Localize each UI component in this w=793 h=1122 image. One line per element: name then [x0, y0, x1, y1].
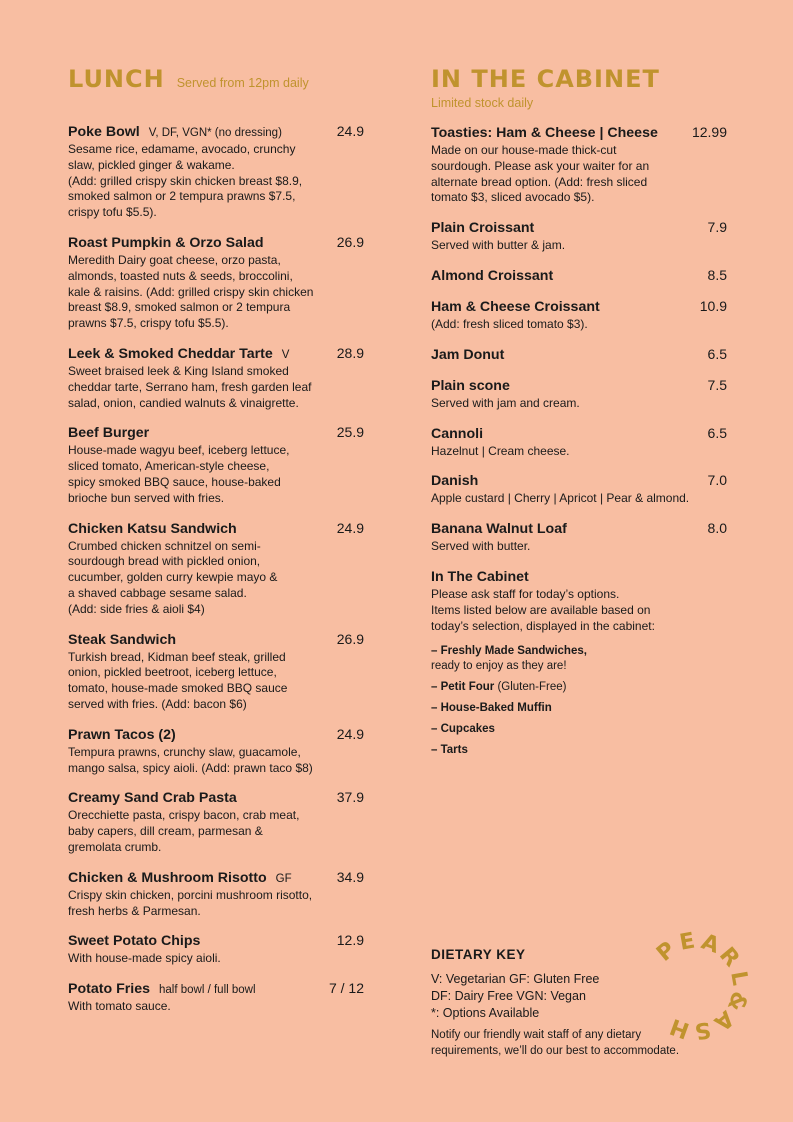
- menu-item-header: [68, 424, 364, 442]
- menu-item-header: [431, 377, 727, 395]
- menu-item: [431, 346, 727, 364]
- menu-item-description: Meredith Dairy goat cheese, orzo pasta, almonds, toasted nuts & seeds, broccolini, kale & raisins. (Add: grilled crispy skin chicken breast $8.9, smoked salmon or 2 tempura prawns $7.5, crispy tofu $5.5).: [68, 252, 314, 331]
- menu-item-header: [68, 869, 364, 887]
- menu-item-description: With tomato sauce.: [68, 999, 171, 1014]
- menu-item-price: 24.9: [336, 725, 364, 742]
- cabinet-menu-list: [431, 124, 727, 555]
- menu-item-description: Served with butter & jam.: [431, 238, 566, 253]
- menu-item-name: Toasties: Ham & Cheese | Cheese: [431, 125, 658, 141]
- menu-item-description: Crumbed chicken schnitzel on semi- sourdough bread with pickled onion, cucumber, golden curry kewpie mayo & a shaved cabbage sesame salad. (Add: side fries & aioli $4): [68, 538, 278, 616]
- menu-item-price: 7.0: [707, 472, 727, 489]
- logo-letter: P: [652, 937, 681, 967]
- menu-item-title: [68, 869, 292, 887]
- logo-letter: A: [697, 929, 723, 959]
- menu-item: [68, 424, 364, 506]
- menu-item: [431, 219, 727, 254]
- logo-letter: E: [677, 928, 697, 956]
- cabinet-selection-item: [431, 680, 727, 695]
- menu-item-price: 7.5: [707, 376, 727, 393]
- cabinet-selection-list: [431, 644, 727, 758]
- menu-item-price: 25.9: [336, 424, 364, 441]
- cabinet-selection-note: (Gluten-Free): [494, 681, 567, 694]
- menu-item-title: [68, 345, 289, 363]
- menu-item-price: 7 / 12: [328, 980, 364, 997]
- menu-item-header: [68, 631, 364, 649]
- cabinet-selection-block: [431, 568, 727, 758]
- menu-item-name: Sweet Potato Chips: [68, 933, 201, 950]
- menu-item-description: Apple custard | Cherry | Apricot | Pear & almond.: [431, 491, 690, 506]
- menu-item-header: [431, 346, 727, 364]
- menu-item: [68, 345, 364, 411]
- menu-item-header: [431, 425, 727, 443]
- menu-item-name: Steak Sandwich: [68, 631, 177, 648]
- menu-item: [68, 869, 364, 920]
- menu-item-header: [431, 124, 727, 142]
- cabinet-selection-name: – Petit Four: [431, 681, 495, 694]
- menu-item-price: 24.9: [336, 519, 364, 536]
- logo-letter: S: [692, 1016, 713, 1044]
- menu-item-name: Creamy Sand Crab Pasta: [68, 790, 237, 807]
- cabinet-title: IN THE CABINET: [431, 65, 660, 93]
- menu-item-title: [68, 123, 282, 141]
- menu-item-price: 34.9: [336, 868, 364, 885]
- dietary-legend: V: Vegetarian GF: Gluten Free DF: Dairy Free VGN: Vegan *: Options Available: [431, 972, 600, 1020]
- cabinet-selection-name: – House-Baked Muffin: [431, 702, 552, 715]
- menu-item-name: Danish: [431, 473, 479, 490]
- menu-item-description: Served with butter.: [431, 539, 531, 554]
- pearl-and-ash-logo: [630, 918, 760, 1048]
- menu-item-header: [68, 726, 364, 744]
- menu-item-price: 24.9: [336, 123, 364, 139]
- cabinet-selection-item: [431, 644, 727, 674]
- cabinet-selection-note: ready to enjoy as they are!: [431, 660, 567, 673]
- menu-item-name: Poke Bowl: [68, 124, 140, 140]
- menu-item: [431, 520, 727, 555]
- menu-item-description: Turkish bread, Kidman beef steak, grilled onion, pickled beetroot, iceberg lettuce, tomato, house-made smoked BBQ sauce served with fries. (Add: bacon $6): [68, 649, 288, 711]
- menu-item-price: 26.9: [336, 630, 364, 647]
- menu-item-price: 26.9: [336, 233, 364, 250]
- lunch-menu-list: [68, 123, 364, 1015]
- menu-item-header: [431, 520, 727, 538]
- menu-item-price: 12.99: [691, 124, 727, 140]
- lunch-column: [68, 66, 364, 1028]
- menu-item-header: [68, 932, 364, 950]
- menu-item-header: [68, 123, 364, 141]
- menu-item-name: Potato Fries: [68, 981, 150, 998]
- menu-item-name: Almond Croissant: [431, 267, 554, 284]
- menu-item-description: Crispy skin chicken, porcini mushroom risotto, fresh herbs & Parmesan.: [68, 887, 313, 918]
- menu-item-price: 8.0: [707, 520, 727, 537]
- cabinet-selection-item: [431, 701, 727, 716]
- menu-item-price: 6.5: [707, 345, 727, 362]
- cabinet-selection-item: [431, 722, 727, 737]
- menu-item-name: Roast Pumpkin & Orzo Salad: [68, 234, 264, 251]
- logo-letter: A: [709, 1005, 739, 1036]
- menu-item-header: [431, 472, 727, 490]
- menu-item-header: [68, 520, 364, 538]
- menu-item-title: [68, 424, 149, 442]
- menu-item: [68, 789, 364, 855]
- cabinet-selection-name: – Freshly Made Sandwiches,: [431, 645, 587, 658]
- menu-item: [431, 267, 727, 285]
- lunch-subtitle: Served from 12pm daily: [176, 76, 309, 90]
- menu-item: [68, 980, 364, 1015]
- menu-item-description: Tempura prawns, crunchy slaw, guacamole, mango salsa, spicy aioli. (Add: prawn taco $8): [68, 744, 313, 775]
- cabinet-selection-item: [431, 743, 727, 758]
- menu-item-name: Plain Croissant: [431, 220, 535, 237]
- menu-item-header: [431, 219, 727, 237]
- menu-item-header: [68, 980, 364, 998]
- menu-item-name: Prawn Tacos (2): [68, 726, 176, 743]
- menu-item: [68, 726, 364, 777]
- menu-item: [431, 377, 727, 412]
- menu-item: [431, 472, 727, 507]
- menu-item-description: (Add: fresh sliced tomato $3).: [431, 316, 588, 331]
- menu-item-name: Chicken Katsu Sandwich: [68, 520, 237, 537]
- menu-item-title: [68, 631, 176, 649]
- menu-item: [68, 520, 364, 618]
- logo-letter: &: [721, 987, 752, 1015]
- menu-item: [68, 932, 364, 967]
- logo-letter: R: [714, 942, 745, 972]
- menu-item-name: Plain scone: [431, 377, 510, 394]
- menu-item-title: [68, 726, 176, 744]
- menu-item-description: Sesame rice, edamame, avocado, crunchy slaw, pickled ginger & wakame. (Add: grilled crispy skin chicken breast $8.9, smoked salmon or 2 tempura prawns $7.5, crispy tofu $5.5).: [68, 142, 303, 220]
- menu-item-header: [431, 298, 727, 316]
- menu-item-price: 10.9: [699, 297, 727, 314]
- menu-item-title: [68, 980, 256, 998]
- cabinet-column: [431, 66, 727, 764]
- menu-item-name: Cannoli: [431, 425, 484, 442]
- menu-item-name: Chicken & Mushroom Risotto: [68, 869, 267, 886]
- cabinet-selection-name: – Cupcakes: [431, 723, 495, 736]
- menu-item-title: [68, 932, 200, 950]
- menu-item-name: Ham & Cheese Croissant: [431, 298, 600, 315]
- menu-item: [431, 298, 727, 333]
- menu-item-price: 37.9: [336, 789, 364, 806]
- menu-item-description: With house-made spicy aioli.: [68, 951, 221, 966]
- menu-item-price: 8.5: [707, 266, 727, 283]
- lunch-heading: [68, 66, 364, 92]
- menu-item-header: [68, 345, 364, 363]
- menu-item-description: Sweet braised leek & King Island smoked cheddar tarte, Serrano ham, fresh garden leaf salad, onion, candied walnuts & vinaigrette.: [68, 363, 312, 410]
- dietary-tag: half bowl / full bowl: [159, 984, 256, 997]
- dietary-tag: V, DF, VGN* (no dressing): [148, 127, 282, 139]
- menu-item: [68, 234, 364, 332]
- cabinet-block-desc: Please ask staff for today’s options. Items listed below are available based on today’s selection, displayed in the cabinet:: [431, 586, 655, 633]
- cabinet-subtitle: Limited stock daily: [431, 96, 534, 110]
- lunch-title: LUNCH: [68, 65, 165, 93]
- menu-item: [431, 425, 727, 460]
- menu-item-description: Orecchiette pasta, crispy bacon, crab meat, baby capers, dill cream, parmesan & gremolata crumb.: [68, 808, 300, 854]
- menu-item-price: 12.9: [336, 932, 364, 949]
- menu-item-header: [431, 267, 727, 285]
- menu-item-name: Jam Donut: [431, 346, 505, 363]
- dietary-tag: V: [281, 348, 290, 361]
- menu-item-header: [68, 234, 364, 252]
- menu-item: [68, 123, 364, 221]
- logo-letter: L: [725, 969, 753, 988]
- menu-item-description: Made on our house-made thick-cut sourdough. Please ask your waiter for an alternate bread option. (Add: fresh sliced tomato $3, sliced avocado $5).: [431, 143, 650, 205]
- menu-item-header: [68, 789, 364, 807]
- menu-item-title: [68, 520, 237, 538]
- menu-item-name: Beef Burger: [68, 425, 150, 442]
- menu-item-title: [68, 789, 237, 807]
- dietary-tag: GF: [275, 872, 292, 885]
- menu-item-price: 6.5: [707, 424, 727, 441]
- menu-item-description: Hazelnut | Cream cheese.: [431, 443, 570, 458]
- menu-item-price: 7.9: [707, 219, 727, 236]
- menu-item-title: [68, 234, 264, 252]
- logo-letter: H: [666, 1012, 693, 1043]
- menu-item-description: Served with jam and cream.: [431, 395, 580, 410]
- menu-item-price: 28.9: [336, 344, 364, 361]
- menu-item-name: Leek & Smoked Cheddar Tarte: [68, 345, 273, 362]
- cabinet-selection-name: – Tarts: [431, 744, 468, 757]
- menu-item-description: House-made wagyu beef, iceberg lettuce, sliced tomato, American-style cheese, spicy smoked BBQ sauce, house-baked brioche bun served with fries.: [68, 443, 290, 505]
- cabinet-block-title: In The Cabinet: [431, 568, 529, 585]
- dietary-note: Notify our friendly wait staff of any dietary requirements, we’ll do our best to accommodate.: [431, 1029, 680, 1058]
- menu-item: [431, 124, 727, 206]
- dietary-title: DIETARY KEY: [431, 947, 526, 962]
- menu-item-name: Banana Walnut Loaf: [431, 521, 567, 538]
- menu-item: [68, 631, 364, 713]
